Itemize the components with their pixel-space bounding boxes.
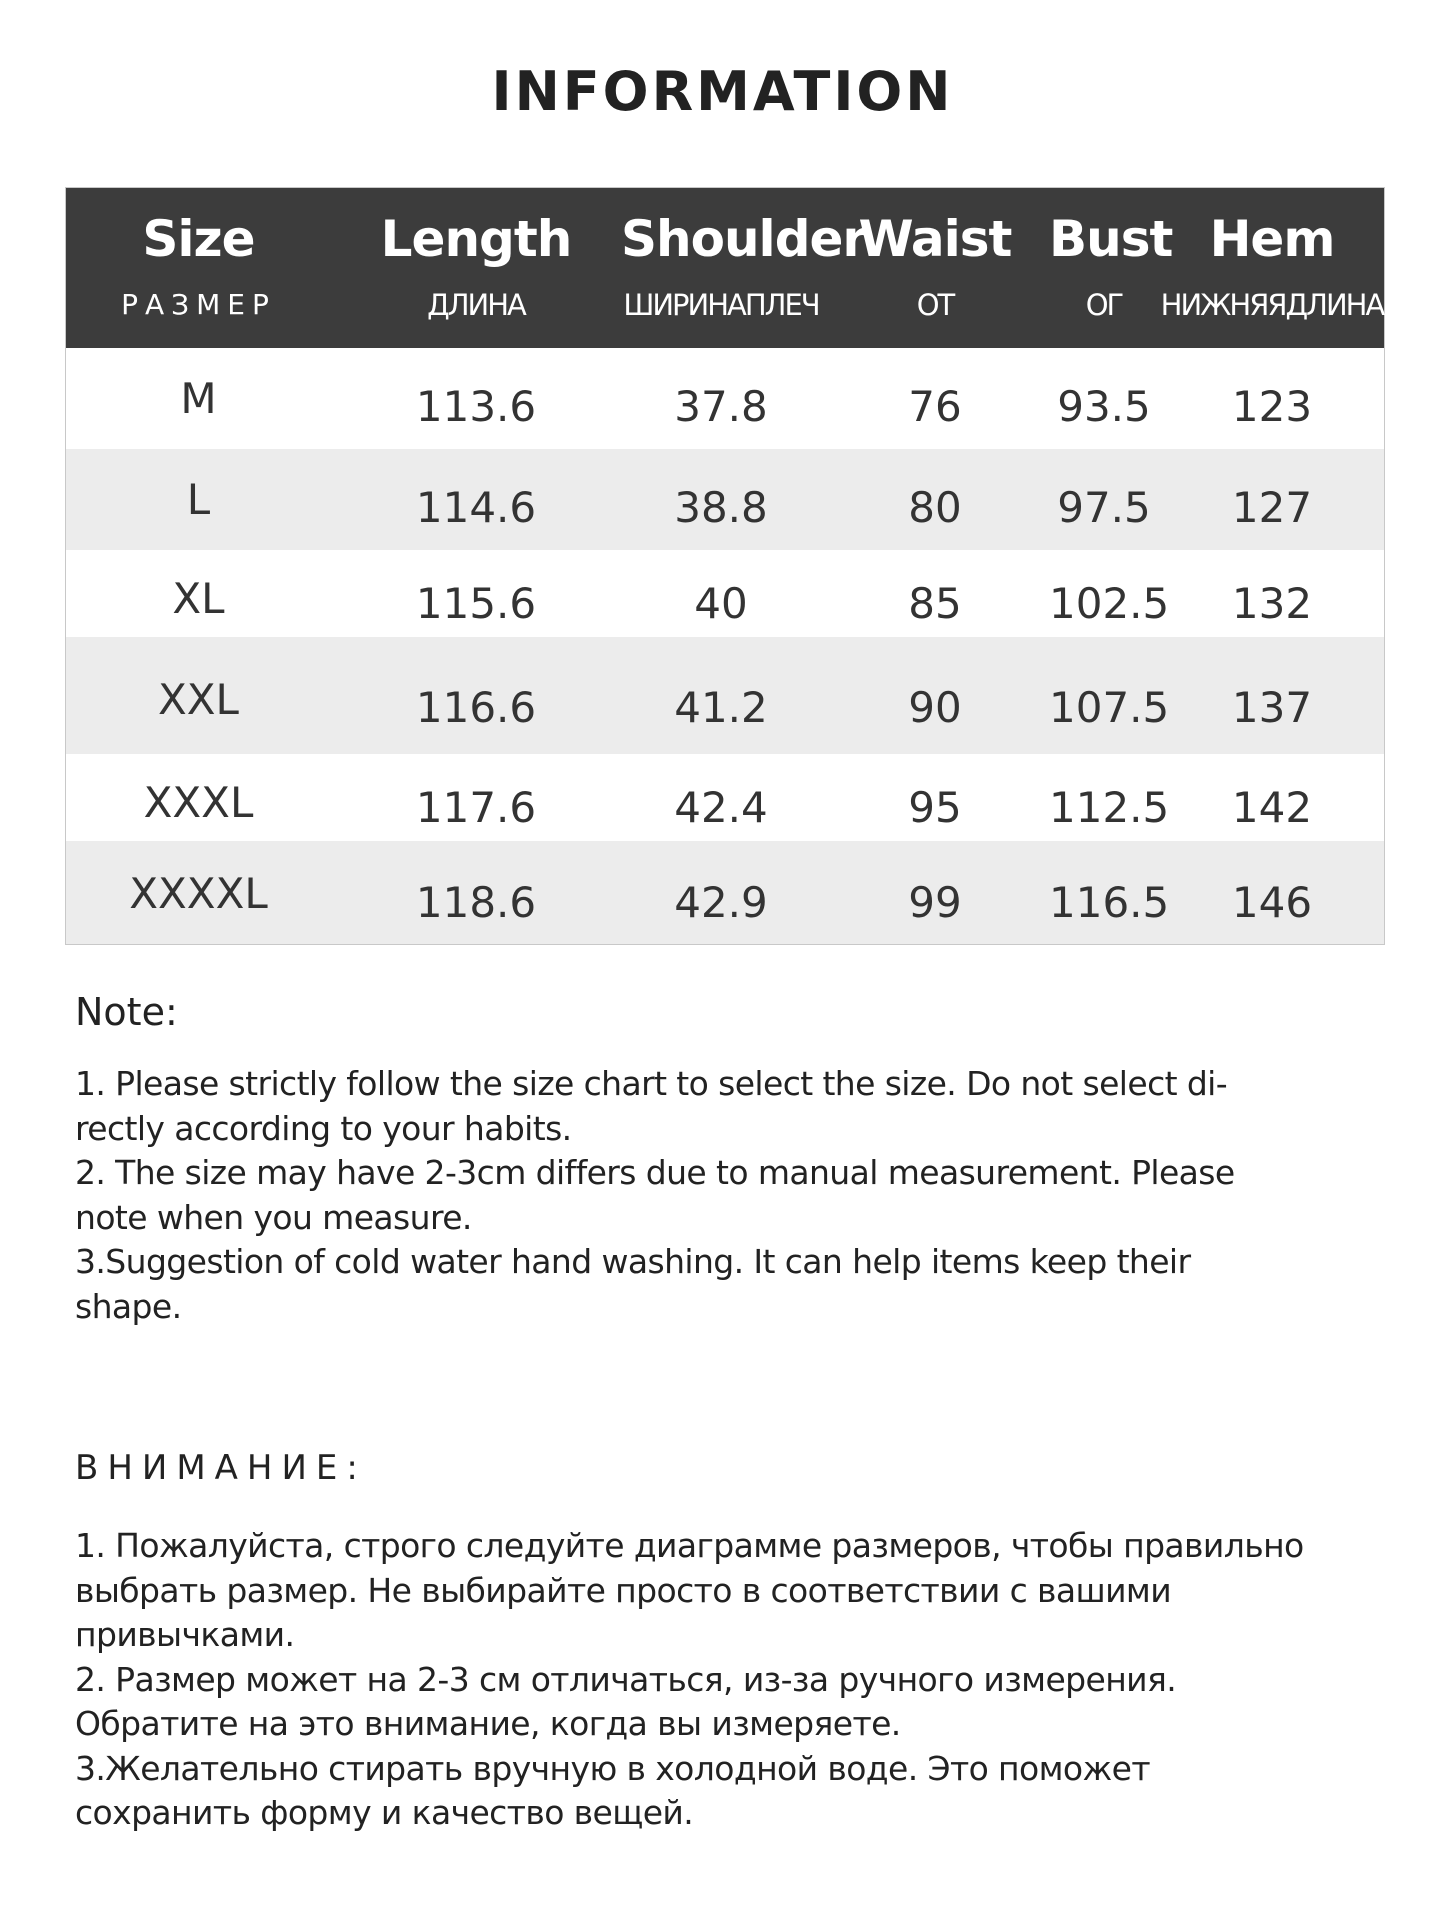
value-cell: 41.2: [674, 683, 768, 732]
value-cell: 102.5: [1049, 579, 1170, 628]
header-waist-ru: ОТ: [916, 288, 954, 322]
header-length-en: Length: [380, 210, 572, 268]
note-en: [75, 990, 1375, 1329]
value-cell: 76: [908, 382, 962, 431]
header-length: [331, 188, 621, 348]
value-cell: 107.5: [1049, 683, 1170, 732]
table-row: [66, 841, 1384, 944]
table-row: [66, 754, 1384, 841]
note-ru-heading: ВНИМАНИЕ:: [75, 1448, 367, 1488]
value-cell: 90: [908, 683, 962, 732]
header-size-en: Size: [142, 210, 255, 268]
value-cell: 146: [1231, 878, 1313, 927]
value-cell: 40: [694, 579, 748, 628]
value-cell: 117.6: [415, 783, 537, 832]
value-cell: 99: [908, 878, 962, 927]
header-waist: [821, 188, 1049, 348]
value-cell: 112.5: [1049, 783, 1170, 832]
note-en-body: 1. Please strictly follow the size chart to select the size. Do not select di- rectly according to your habits. 2. The size may have 2-3cm differs due to manual measurement. Please note when you measure. 3.Suggestion of cold water hand washing. It can help items keep their shape.: [75, 1064, 1235, 1326]
table-row: [66, 550, 1384, 637]
value-cell: 137: [1231, 683, 1313, 732]
size-cell: XL: [172, 574, 225, 623]
value-cell: 116.5: [1049, 878, 1170, 927]
value-cell: 80: [908, 483, 962, 532]
value-cell: 127: [1231, 483, 1313, 532]
header-shoulder-en: Shoulder: [621, 210, 867, 268]
size-cell: L: [186, 475, 211, 524]
value-cell: 132: [1231, 579, 1313, 628]
value-cell: 38.8: [674, 483, 768, 532]
note-en-heading: Note:: [75, 990, 178, 1034]
table-row: [66, 449, 1384, 550]
table-header: [66, 188, 1384, 348]
size-chart-table: [65, 187, 1385, 945]
header-size: [66, 188, 331, 348]
page-title: INFORMATION: [491, 60, 954, 123]
note-ru-body: 1. Пожалуйста, строго следуйте диаграмме размеров, чтобы правильно выбрать размер. Не выбирайте просто в соответствии с вашими привычками. 2. Размер может на 2-3 см отличаться, из-за ручного измерения. Обратите на это внимание, когда вы измеряете. 3.Желательно стирать вручную в холодной воде. Это поможет сохранить форму и качество вещей.: [75, 1526, 1304, 1832]
value-cell: 85: [908, 579, 962, 628]
header-hem: [1159, 188, 1385, 348]
note-ru: [75, 1448, 1375, 1836]
value-cell: 37.8: [674, 382, 768, 431]
size-cell: XXXL: [143, 778, 254, 827]
header-length-ru: ДЛИНА: [427, 288, 525, 322]
value-cell: 115.6: [415, 579, 537, 628]
value-cell: 114.6: [415, 483, 537, 532]
header-size-ru: РАЗМЕР: [121, 288, 276, 321]
size-cell: XXXXL: [129, 869, 268, 918]
value-cell: 97.5: [1057, 483, 1151, 532]
header-shoulder-ru: ШИРИНАПЛЕЧ: [623, 288, 819, 322]
value-cell: 116.6: [415, 683, 537, 732]
value-cell: 123: [1231, 382, 1313, 431]
header-shoulder: [621, 188, 867, 348]
value-cell: 118.6: [415, 878, 537, 927]
table-row: [66, 637, 1384, 754]
header-hem-ru: НИЖНЯЯДЛИНА: [1160, 288, 1384, 322]
value-cell: 42.9: [674, 878, 768, 927]
size-cell: M: [180, 374, 217, 423]
header-bust-ru: ОГ: [1085, 288, 1123, 322]
value-cell: 93.5: [1057, 382, 1151, 431]
table-row: [66, 348, 1384, 449]
header-bust-en: Bust: [1049, 210, 1173, 268]
value-cell: 142: [1231, 783, 1313, 832]
value-cell: 113.6: [415, 382, 537, 431]
table-body: [66, 348, 1384, 944]
value-cell: 42.4: [674, 783, 768, 832]
value-cell: 95: [908, 783, 962, 832]
size-cell: XXL: [158, 675, 239, 724]
header-hem-en: Hem: [1209, 210, 1335, 268]
header-bust: [1049, 188, 1173, 348]
header-waist-en: Waist: [858, 210, 1012, 268]
